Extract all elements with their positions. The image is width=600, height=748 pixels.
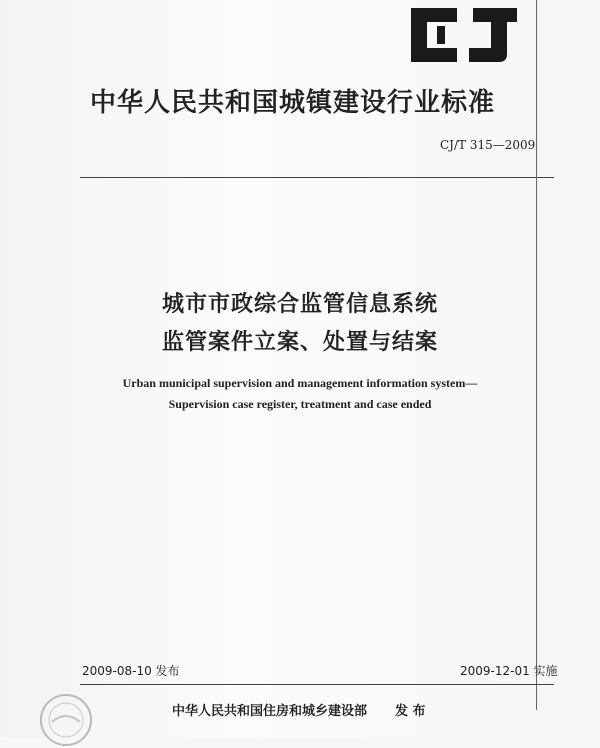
library-seal-icon [38,692,94,748]
standard-type-heading: 中华人民共和国城镇建设行业标准 [90,88,496,118]
publisher-action: 发 布 [395,704,426,719]
implementation-date: 2009-12-01 实施 [460,664,558,678]
publisher-name: 中华人民共和国住房和城乡建设部 [172,704,368,719]
top-rule [80,177,554,178]
english-title-line-2: Supervision case register, treatment and case ended [168,397,432,411]
english-title-line-1: Urban municipal supervision and management information system— [122,376,478,390]
publisher-line [172,700,426,719]
chinese-title-line-1: 城市市政综合监管信息系统 [161,292,438,317]
bottom-rule [80,684,554,685]
chinese-title-line-2: 监管案件立案、处置与结案 [161,330,438,355]
standard-code: CJ/T 315—2009 [440,138,536,152]
cj-logo [403,4,523,66]
issue-date: 2009-08-10 发布 [82,664,180,678]
